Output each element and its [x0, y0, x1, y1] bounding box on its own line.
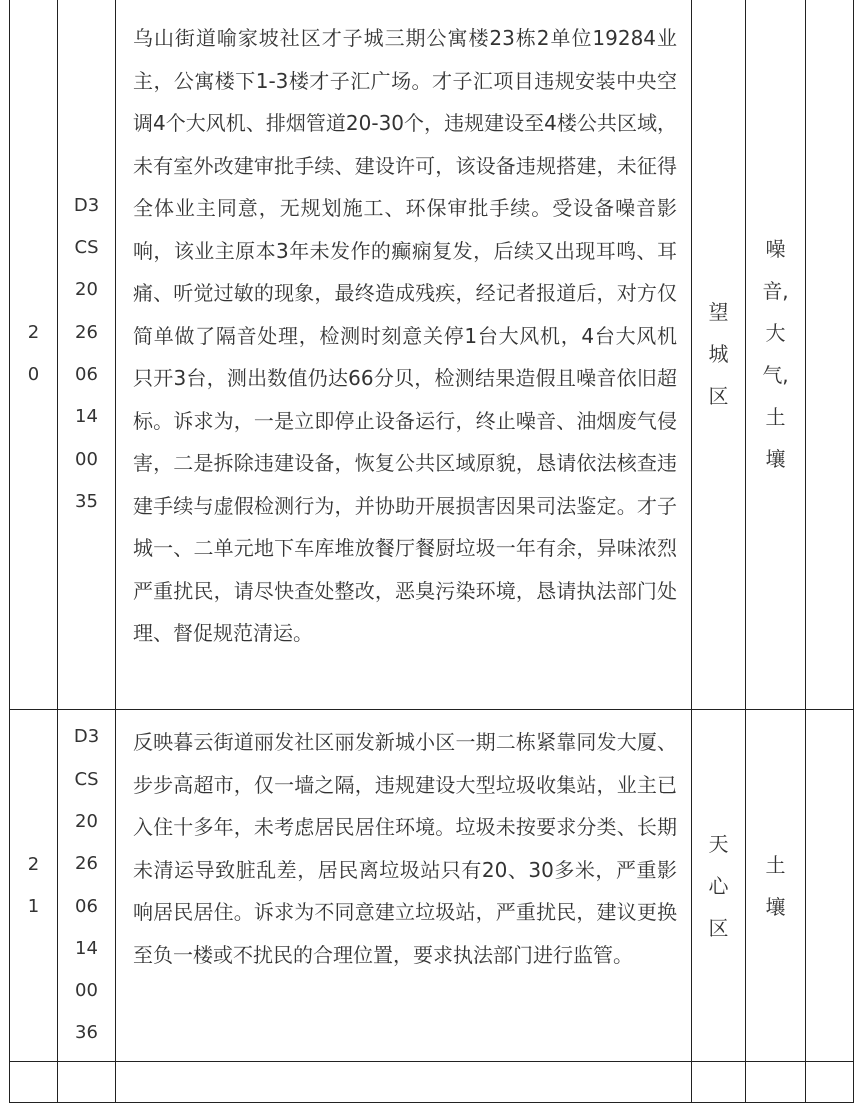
- pollution-type-char: 气,: [762, 363, 789, 387]
- district-char: 区: [708, 915, 729, 940]
- row-number-char: 2: [27, 853, 40, 875]
- complaint-table: [9, 0, 854, 1103]
- case-code-part: 14: [75, 937, 98, 959]
- row-number-char: 0: [27, 364, 40, 385]
- case-code-part: 00: [75, 448, 98, 470]
- case-code-part: D3: [73, 194, 100, 216]
- table-row: [10, 1062, 854, 1103]
- pollution-type-cell: [746, 710, 806, 1062]
- case-code-cell: [58, 710, 116, 1062]
- pollution-type-char: 壤: [765, 447, 786, 471]
- row-number-char: 2: [27, 322, 40, 343]
- pollution-type-char: 壤: [765, 894, 786, 919]
- district-char: 望: [708, 300, 729, 324]
- row-number-cell: [10, 0, 58, 710]
- district-char: 心: [708, 873, 729, 898]
- empty-cell: [746, 1062, 806, 1103]
- case-code-part: D3: [73, 726, 100, 748]
- case-code-part: 35: [75, 490, 98, 512]
- case-code-part: 06: [75, 364, 98, 385]
- row-number-char: 1: [27, 895, 40, 917]
- case-code-part: 20: [75, 279, 98, 301]
- case-code-part: 14: [75, 406, 98, 428]
- complaint-content: 乌山街道喻家坡社区才子城三期公寓楼23栋2单位19284业主，公寓楼下1-3楼才子汇广场。才子汇项目违规安装中央空调4个大风机、排烟管道20-30个，违规建设至4楼公共区域，未有室外改建审批手续、建设许可，该设备违规搭建，未征得全体业主同意，无规划施工、环保审批手续。受设备噪音影响，该业主原本3年未发作的癫痫复发，后续又出现耳鸣、耳痛、听觉过敏的现象，最终造成残疾，经记者报道后，对方仅简单做了隔音处理，检测时刻意关停1台大风机，4台大风机只开3台，测出数值仍达66分贝，检测结果造假且噪音依旧超标。诉求为，一是立即停止设备运行，终止噪音、油烟废气侵害，二是拆除违建设备，恢复公共区域原貌，恳请依法核查违建手续与虚假检测行为，并协助开展损害因果司法鉴定。才子城一、二单元地下车库堆放餐厅餐厨垃圾一年有余，异味浓烈严重扰民，请尽快查处整改，恶臭污染环境，恳请执法部门处理、督促规范清运。: [133, 26, 677, 645]
- district-char: 城: [708, 342, 729, 366]
- case-code-part: 26: [75, 321, 98, 343]
- complaint-content-cell: [116, 0, 692, 710]
- pollution-type-char: 大: [765, 321, 786, 345]
- district-char: 区: [708, 384, 729, 408]
- pollution-type-char: 土: [765, 405, 786, 429]
- empty-cell: [692, 1062, 746, 1103]
- pollution-type-char: 土: [765, 852, 786, 877]
- case-code-cell: [58, 0, 116, 710]
- case-code-part: CS: [74, 768, 99, 790]
- case-code-part: 20: [75, 810, 98, 832]
- case-code-part: 36: [75, 1022, 98, 1044]
- empty-cell: [58, 1062, 116, 1103]
- table-row: [10, 0, 854, 710]
- empty-cell: [806, 0, 854, 710]
- case-code-part: CS: [74, 237, 99, 259]
- pollution-type-char: 噪: [765, 237, 786, 261]
- row-number-cell: [10, 710, 58, 1062]
- complaint-content-cell: [116, 710, 692, 1062]
- empty-cell: [806, 1062, 854, 1103]
- district-cell: [692, 710, 746, 1062]
- case-code-part: 06: [75, 895, 98, 917]
- empty-cell: [10, 1062, 58, 1103]
- district-char: 天: [708, 831, 729, 856]
- table-row: [10, 710, 854, 1062]
- empty-cell: [116, 1062, 692, 1103]
- complaint-content: 反映暮云街道丽发社区丽发新城小区一期二栋紧靠同发大厦、步步高超市，仅一墙之隔，违规建设大型垃圾收集站，业主已入住十多年，未考虑居民居住环境。垃圾未按要求分类、长期未清运导致脏乱差，居民离垃圾站只有20、30多米，严重影响居民居住。诉求为不同意建立垃圾站，严重扰民，建议更换至负一楼或不扰民的合理位置，要求执法部门进行监管。: [133, 730, 677, 967]
- district-cell: [692, 0, 746, 710]
- case-code-part: 00: [75, 980, 98, 1002]
- case-code-part: 26: [75, 853, 98, 875]
- pollution-type-cell: [746, 0, 806, 710]
- pollution-type-char: 音,: [762, 279, 789, 303]
- empty-cell: [806, 710, 854, 1062]
